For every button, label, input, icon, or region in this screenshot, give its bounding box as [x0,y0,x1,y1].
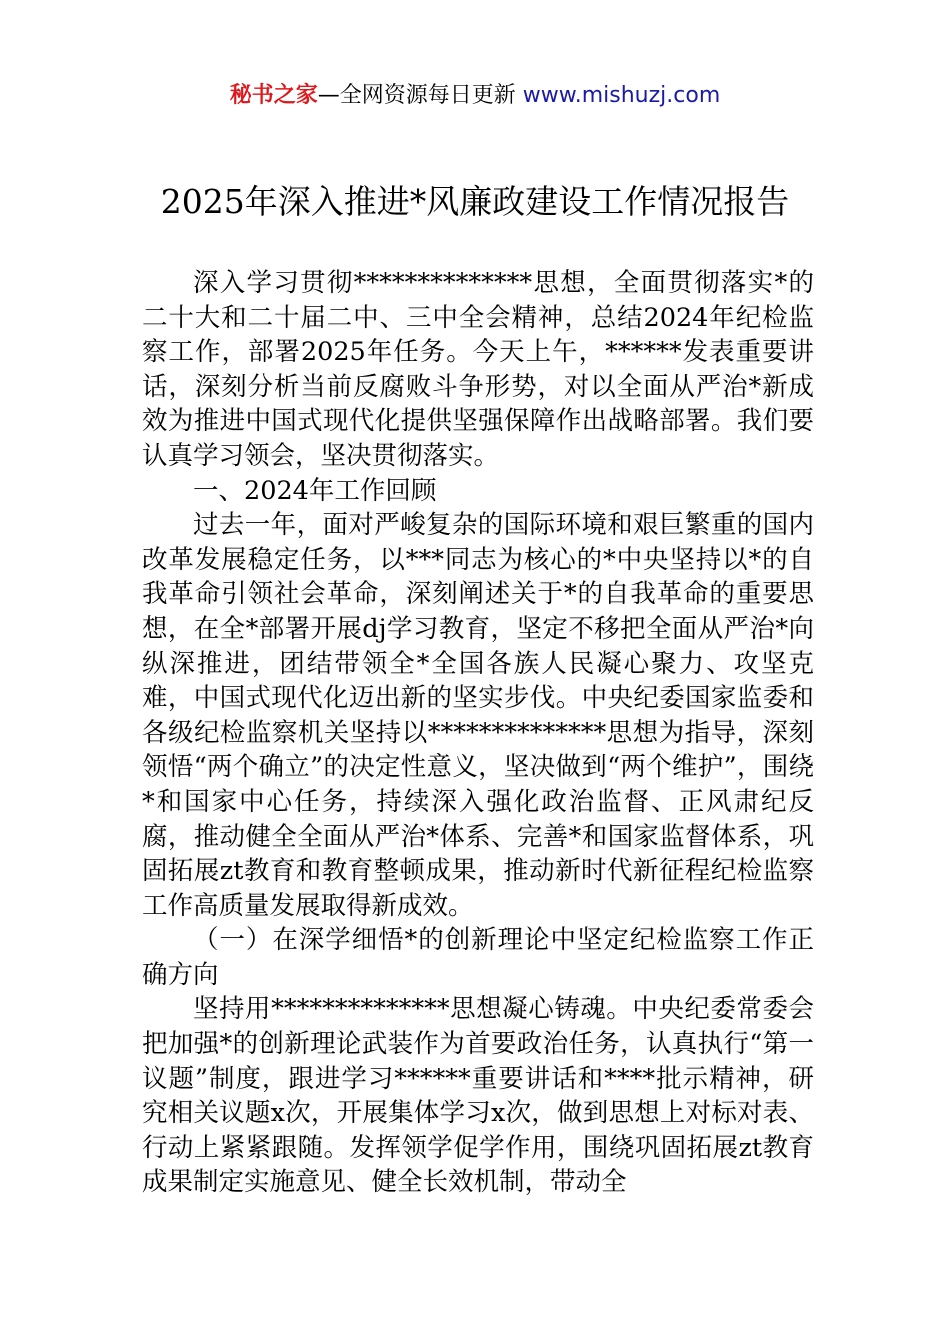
theory-paragraph: 坚持用**************思想凝心铸魂。中央纪委常委会把加强*的创新理论武装作为首要政治任务，认真执行“第一议题”制度，跟进学习******重要讲话和****批示精神，研究相关议题x次，开展集体学习x次，做到思想上对标对表、行动上紧紧跟随。发挥领学促学作用，围绕巩固拓展zt教育成果制定实施意见、健全长效机制，带动全 [142,994,814,1198]
site-brand: 秘书之家 [229,83,318,108]
review-paragraph: 过去一年，面对严峻复杂的国际环境和艰巨繁重的国内改革发展稳定任务，以***同志为核心的*中央坚持以*的自我革命引领社会革命，深刻阐述关于*的自我革命的重要思想，在全*部署开展dj学习教育，坚定不移把全面从严治*向纵深推进，团结带领全*全国各族人民凝心聚力、攻坚克难，中国式现代化迈出新的坚实步伐。中央纪委国家监委和各级纪检监察机关坚持以**************思想为指导，深刻领悟“两个确立”的决定性意义，坚决做到“两个维护”，围绕*和国家中心任务，持续深入强化政治监督、正风肃纪反腐，推动健全全面从严治*体系、完善*和国家监督体系，巩固拓展zt教育和教育整顿成果，推动新时代新征程纪检监察工作高质量发展取得新成效。 [142,510,814,921]
site-url-link[interactable]: www.mishuzj.com [522,83,721,108]
document-body [142,266,814,1200]
document-title: 2025年深入推进*风廉政建设工作情况报告 [160,182,790,221]
subsection-heading-1: （一）在深学细悟*的创新理论中坚定纪检监察工作正确方向 [142,925,814,990]
section-heading-1: 一、2024年工作回顾 [193,475,437,506]
site-header [0,80,950,112]
site-tagline: —全网资源每日更新 [317,83,523,108]
intro-paragraph: 深入学习贯彻**************思想，全面贯彻落实*的二十大和二十届二中、三中全会精神，总结2024年纪检监察工作，部署2025年任务。今天上午，******发表重要讲话，深刻分析当前反腐败斗争形势，对以全面从严治*新成效为推进中国式现代化提供坚强保障作出战略部署。我们要认真学习领会，坚决贯彻落实。 [142,268,814,471]
